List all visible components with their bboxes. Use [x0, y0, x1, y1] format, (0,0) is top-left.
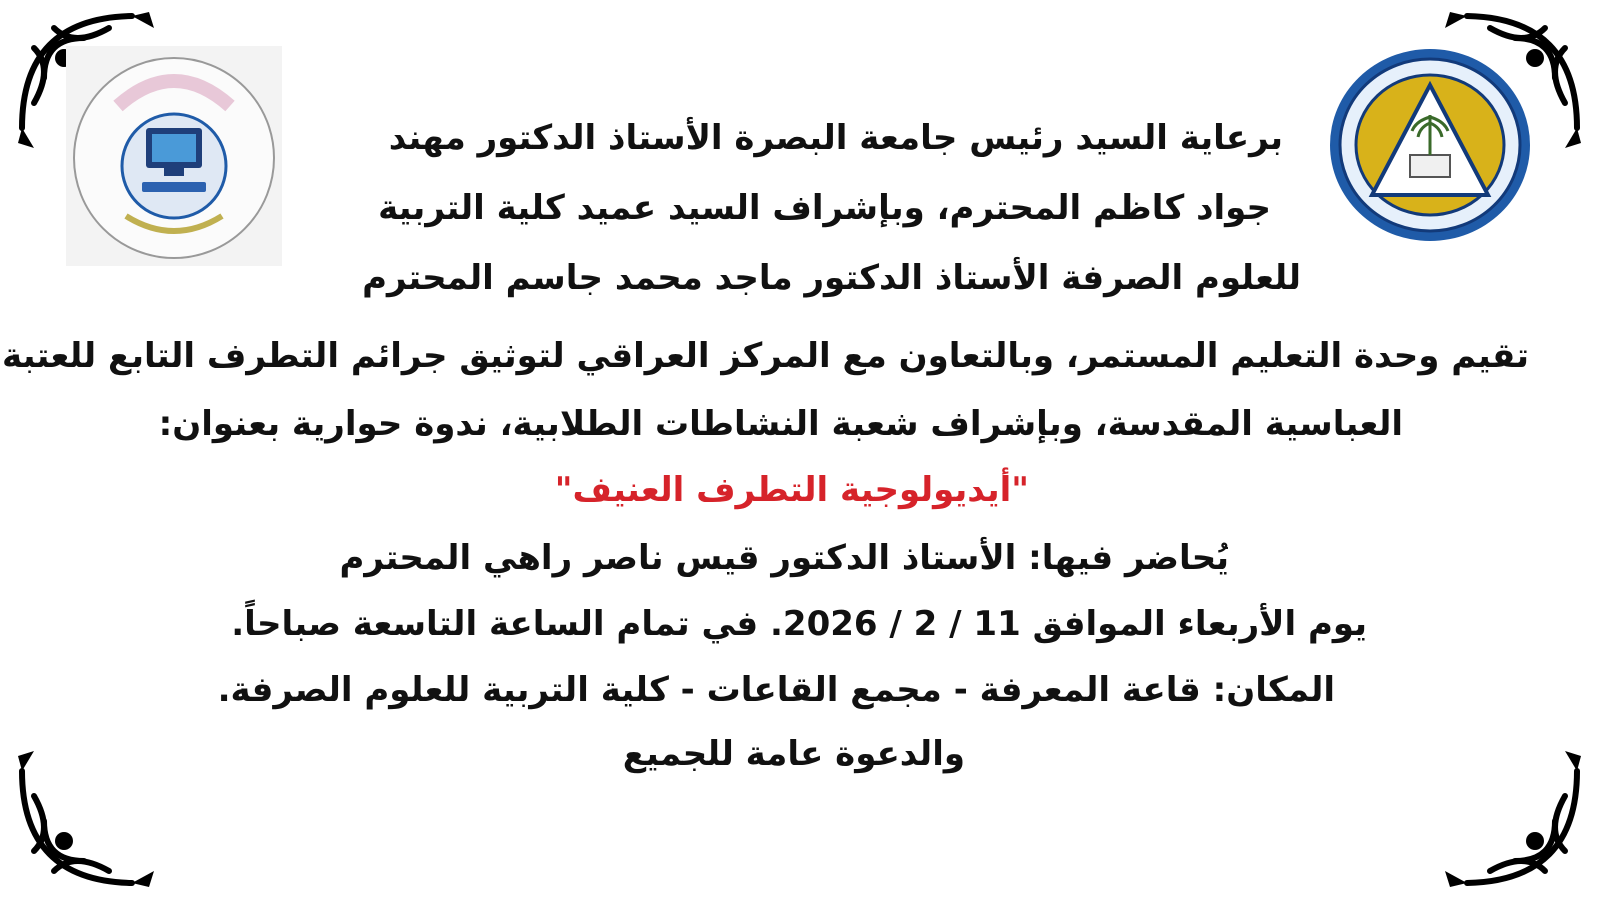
college-logo-icon — [66, 46, 282, 266]
sponsorship-line-2: جواد كاظم المحترم، وبإشراف السيد عميد كلية التربية — [378, 188, 1271, 228]
location-line: المكان: قاعة المعرفة - مجمع القاعات - كلية التربية للعلوم الصرفة. — [217, 670, 1335, 710]
seminar-title: "أيديولوجية التطرف العنيف" — [554, 470, 1029, 510]
ornament-bottom-right-icon — [1435, 741, 1585, 891]
date-time-line: يوم الأربعاء الموافق 11 / 2 / 2026. في تمام الساعة التاسعة صباحاً. — [231, 604, 1367, 644]
lecturer-line: يُحاضر فيها: الأستاذ الدكتور قيس ناصر راهي المحترم — [339, 538, 1229, 578]
organizer-line-2: العباسية المقدسة، وبإشراف شعبة النشاطات الطلابية، ندوة حوارية بعنوان: — [158, 404, 1403, 444]
sponsorship-line-3: للعلوم الصرفة الأستاذ الدكتور ماجد محمد جاسم المحترم — [362, 258, 1301, 298]
organizer-line-1: تقيم وحدة التعليم المستمر، وبالتعاون مع المركز العراقي لتوثيق جرائم التطرف التابع للعتبة — [1, 336, 1529, 376]
sponsorship-line-1: برعاية السيد رئيس جامعة البصرة الأستاذ الدكتور مهند — [388, 118, 1283, 158]
university-logo-icon — [1328, 45, 1532, 245]
ornament-bottom-left-icon — [14, 741, 164, 891]
invitation-line: والدعوة عامة للجميع — [622, 734, 965, 774]
